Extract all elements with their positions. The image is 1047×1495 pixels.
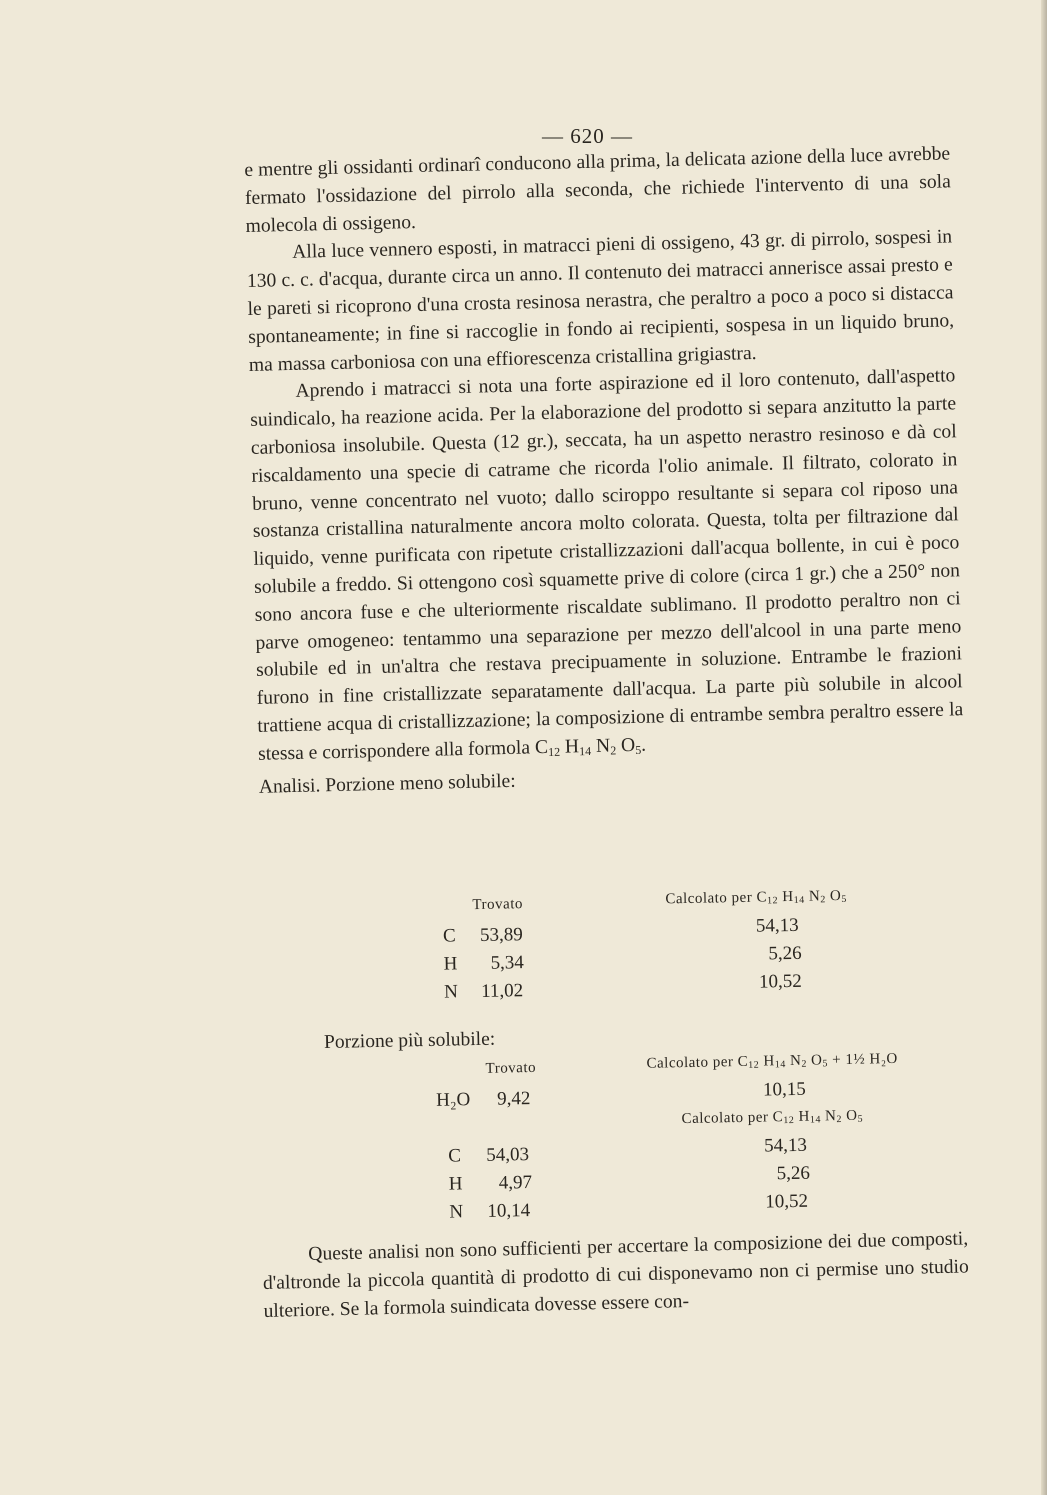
element-label: N <box>449 1201 464 1223</box>
found-header: Trovato <box>472 896 524 914</box>
calc-value: 5,26 <box>768 942 802 965</box>
found-value: 9,42 <box>496 1088 531 1110</box>
found-value: 53,89 <box>479 924 523 946</box>
paragraph-closing: Queste analisi non sono sufficienti per accertare la composizione dei due composti, d'altronde la piccola quantità di prodotto di cui disponevamo non ci permise uno studio ulteriore. Se la formola suindicata dovesse essere con- <box>262 1228 970 1322</box>
calc-value: 10,52 <box>758 970 802 993</box>
calc-value: 54,13 <box>755 914 799 937</box>
table-2-title: Porzione più solubile: <box>323 1028 496 1053</box>
element-label: H <box>448 1173 463 1195</box>
closing-text <box>262 1225 970 1326</box>
calc-header-2: Calcolato per $C_{12}$ $H_{14}$ $N_2$ $O_5$ <box>681 1107 864 1128</box>
calc-value: 10,52 <box>765 1190 809 1213</box>
calc-value: 10,15 <box>762 1078 807 1101</box>
paragraph-2: Alla luce vennero esposti, in matracci pieni di ossigeno, 43 gr. di pirrolo, sospesi in 130 c. c. d'acqua, durante circa un anno. Il contenuto dei matracci annerisce assai presto e le pareti si ricoprono d'una crosta resinosa nerastra, che peraltro a poco a poco si distacca spontaneamente; in fine si raccoglie in fondo ai recipienti, sospesa in un liquido bruno, ma massa carboniosa con una effiorescenza cristallina grigiastra. <box>246 226 955 376</box>
found-value: 4,97 <box>498 1172 533 1194</box>
calc-header: Calcolato per $C_{12}$ $H_{14}$ $N_2$ $O_5$ <box>665 888 847 908</box>
element-label: C <box>448 1145 462 1167</box>
paragraph-1: e mentre gli ossidanti ordinarî conducono alla prima, la delicata azione della luce avrebbe fermato l'ossidazione del pirrolo alla seconda, che richiede l'intervento di una sola molecola di ossigeno. <box>244 143 952 237</box>
element-label: N <box>443 981 459 1003</box>
calc-value: 5,26 <box>776 1162 811 1185</box>
element-label: H₂O <box>436 1089 471 1111</box>
calc-header: Calcolato per $C_{12}$ $H_{14}$ $N_2$ $O_5$ + 1½ H₂O <box>646 1050 898 1072</box>
found-value: 5,34 <box>490 952 525 974</box>
found-value: 11,02 <box>480 980 524 1002</box>
formula: $C_{12}$ $H_{14}$ $N_2$ $O_5$. <box>534 734 647 759</box>
found-value: 54,03 <box>486 1144 530 1166</box>
found-header: Trovato <box>485 1059 537 1077</box>
element-label: H <box>443 953 458 975</box>
element-label: C <box>442 925 456 947</box>
paragraph-3-text: Aprendo i matracci si nota una forte aspirazione ed il loro contenuto, dall'aspetto suindicalo, ha reazione acida. Per la elaborazione del prodotto si separa anzitutto la parte carboniosa insolubile. Questa (12 gr.), seccata, ha un aspetto nerastro resinoso e dà col riscaldamento una specie di catrame che ricorda l'olio animale. Il filtrato, colorato in bruno, venne concentrato nel vuoto; dallo sciroppo resultante si separa col riposo una sostanza cristallina naturalmente ancora molto colorata. Questa, tolta per filtrazione dal liquido, venne purificata con ripetute cristallizzazioni dall'acqua bollente, in cui è poco solubile a freddo. Si ottengono così squamette prive di colore (circa 1 gr.) che a 250° non sono ancora fuse e che ulteriormente riscaldate sublimano. Il prodotto peraltro non ci parve omogeneo: tentammo una separazione per mezzo dell'alcool in una parte meno solubile ed in un'altra che restava precipuamente in soluzione. Entrambe le frazioni furono in fine cristallizzate separatamente dall'acqua. La parte più solubile in alcool trattiene acqua di cristallizzazione; la composizione di entrambe sembra peraltro essere la stessa e corrispondere alla formola <box>249 365 964 765</box>
analysis-label: Analisi. Porzione meno solubile: <box>258 770 516 798</box>
found-value: 10,14 <box>487 1200 531 1222</box>
page-number: — 620 — <box>542 124 633 148</box>
calc-value: 54,13 <box>763 1134 808 1157</box>
